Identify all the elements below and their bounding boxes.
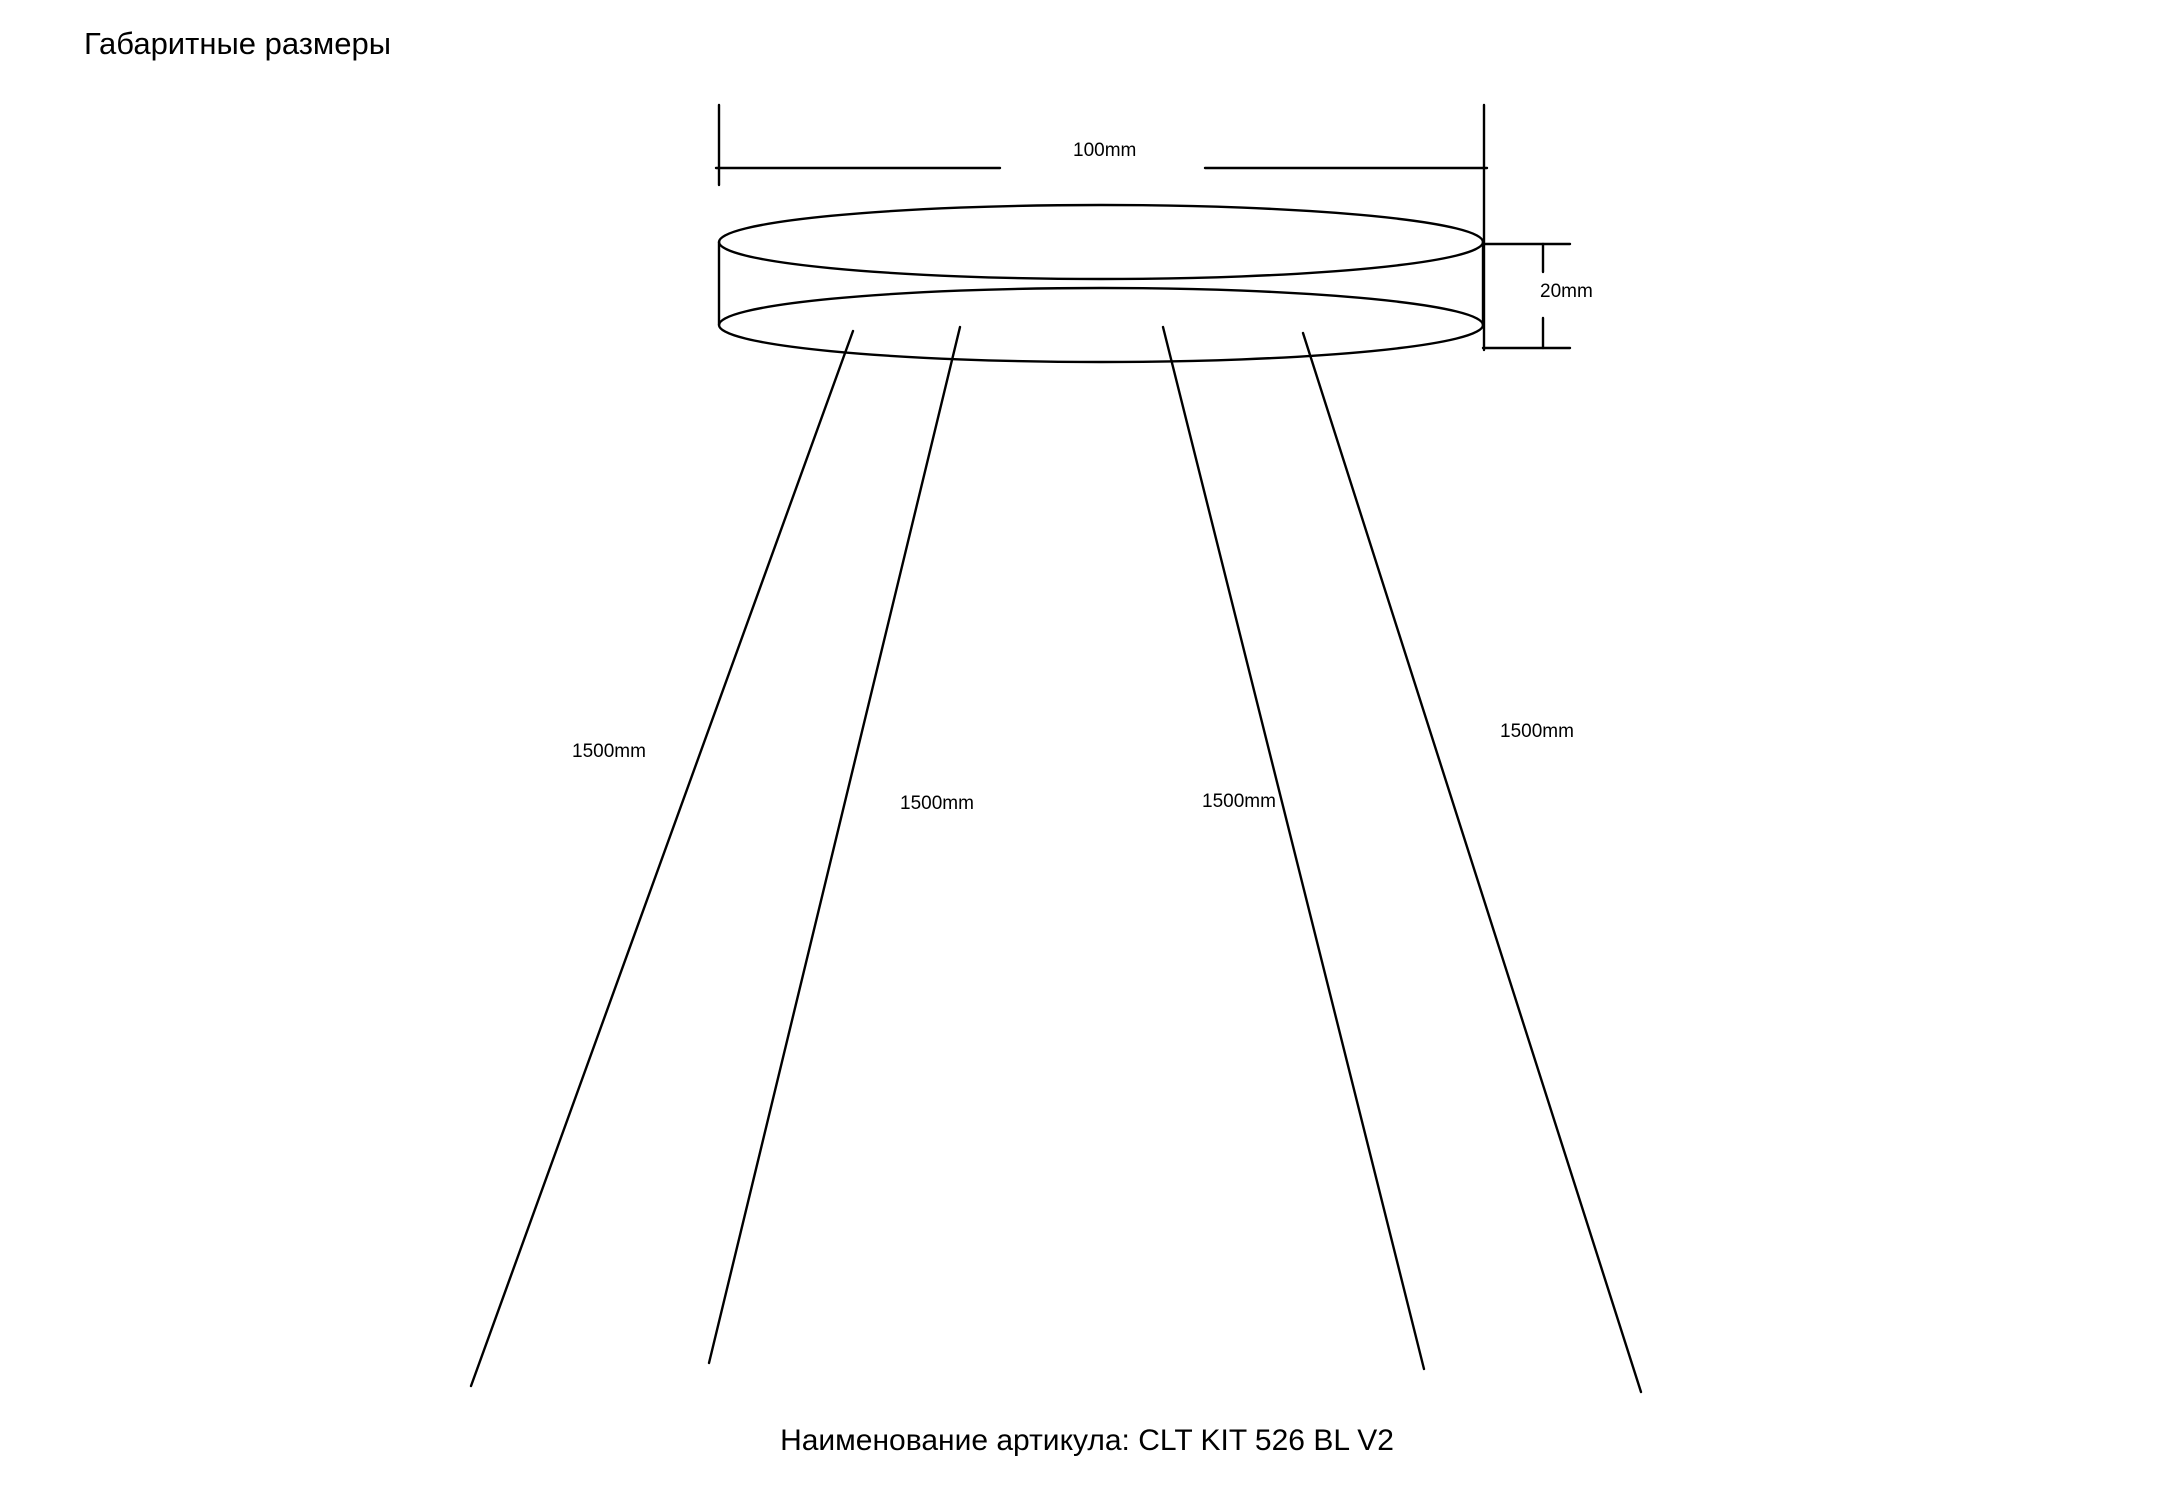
lamp-top-ellipse: [719, 205, 1483, 279]
cable-line-4: [1303, 333, 1641, 1392]
dimension-label-height: 20mm: [1540, 281, 1593, 302]
dimension-label-cable-2: 1500mm: [900, 793, 974, 814]
dimension-label-cable-3: 1500mm: [1202, 791, 1276, 812]
cable-line-3: [1163, 327, 1424, 1369]
dimension-label-cable-4: 1500mm: [1500, 721, 1574, 742]
cable-line-1: [471, 331, 853, 1386]
dimension-label-cable-1: 1500mm: [572, 741, 646, 762]
lamp-bottom-ellipse: [719, 288, 1483, 362]
article-caption: Наименование артикула: CLT KIT 526 BL V2: [780, 1424, 1394, 1457]
cable-line-2: [709, 327, 960, 1363]
page-title: Габаритные размеры: [84, 26, 392, 61]
dimension-label-diameter: 100mm: [1073, 140, 1137, 161]
